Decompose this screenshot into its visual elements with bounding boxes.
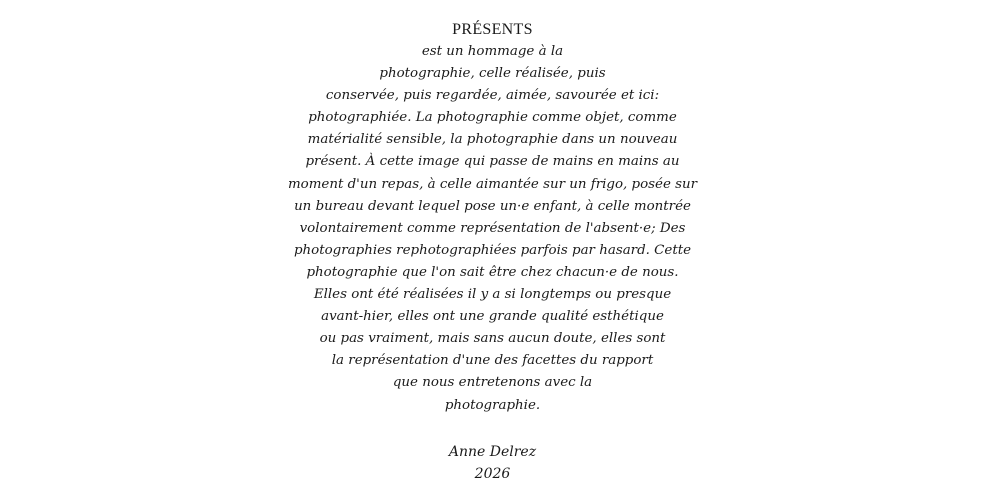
text-line: volontairement comme représentation de l'absent·e; Des <box>299 220 686 236</box>
document-title: PRÉSENTS <box>452 21 533 38</box>
text-line: photographie que l'on sait être chez chacun·e de nous. <box>306 264 679 280</box>
text-line: photographiée. La photographie comme objet, comme <box>308 110 677 126</box>
text-line: conservée, puis regardée, aimée, savourée et ici: <box>325 88 660 104</box>
year: 2026 <box>474 466 511 482</box>
text-line: photographie. <box>444 397 541 413</box>
text-line: matérialité sensible, la photographie dans un nouveau <box>307 132 678 148</box>
body-text <box>0 41 985 417</box>
text-line: la représentation d'une des facettes du rapport <box>331 353 654 369</box>
text-line: que nous entretenons avec la <box>392 375 593 391</box>
text-line: avant-hier, elles ont une grande qualité esthétique <box>321 309 664 325</box>
text-line: photographies rephotographiées parfois par hasard. Cette <box>293 242 692 258</box>
author-name: Anne Delrez <box>448 444 537 460</box>
text-line: est un hommage à la <box>421 44 564 59</box>
signature-block <box>0 441 985 485</box>
text-line: un bureau devant lequel pose un·e enfant, à celle montrée <box>294 198 691 214</box>
text-line: moment d'un repas, à celle aimantée sur un frigo, posée sur <box>287 176 698 192</box>
text-line: Elles ont été réalisées il y a si longtemps ou presque <box>313 287 672 303</box>
text-line: ou pas vraiment, mais sans aucun doute, elles sont <box>319 331 666 347</box>
text-line: photographie, celle réalisée, puis <box>379 66 606 82</box>
text-line: présent. À cette image qui passe de mains en mains au <box>305 154 680 170</box>
